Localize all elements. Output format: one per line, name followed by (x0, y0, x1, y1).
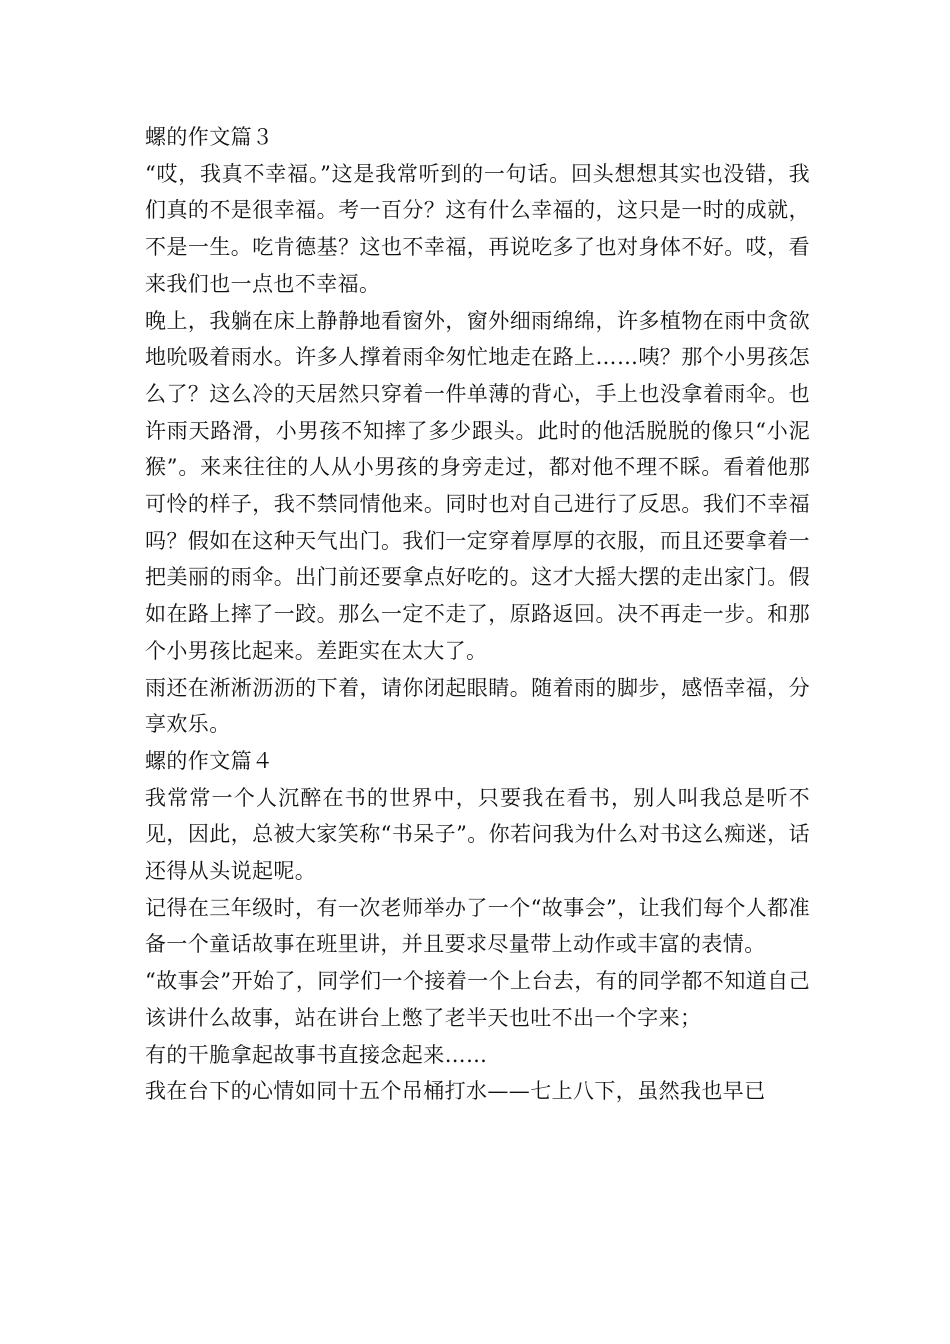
paragraph: 晚上，我躺在床上静静地看窗外，窗外细雨绵绵，许多植物在雨中贪欲地吮吸着雨水。许多人撑着雨伞匆忙地走在路上……咦？那个小男孩怎么了？这么冷的天居然只穿着一件单薄的背心，手上也没拿着雨伞。也许雨天路滑，小男孩不知摔了多少跟头。此时的他活脱脱的像只“小泥猴”。来来往往的人从小男孩的身旁走过，都对他不理不睬。看着他那可怜的样子，我不禁同情他来。同时也对自己进行了反思。我们不幸福吗？假如在这种天气出门。我们一定穿着厚厚的衣服，而且还要拿着一把美丽的雨伞。出门前还要拿点好吃的。这才大摇大摆的走出家门。假如在路上摔了一跤。那么一定不走了，原路返回。决不再走一步。和那个小男孩比起来。差距实在太大了。 (145, 308, 810, 663)
paragraph: “哎，我真不幸福。”这是我常听到的一句话。回头想想其实也没错，我们真的不是很幸福。考一百分？这有什么幸福的，这只是一时的成就，不是一生。吃肯德基？这也不幸福，再说吃多了也对身体不好。哎，看来我们也一点也不幸福。 (145, 161, 810, 296)
paragraph: “故事会”开始了，同学们一个接着一个上台去，有的同学都不知道自己该讲什么故事，站在讲台上憋了老半天也吐不出一个字来； (145, 969, 810, 1030)
section-heading: 螺的作文篇３ (145, 125, 274, 149)
paragraph: 我常常一个人沉醉在书的世界中，只要我在看书，别人叫我总是听不见，因此，总被大家笑称“书呆子”。你若问我为什么对书这么痴迷，话还得从头说起呢。 (145, 785, 810, 884)
paragraph: 雨还在淅淅沥沥的下着，请你闭起眼睛。随着雨的脚步，感悟幸福，分享欢乐。 (145, 675, 810, 737)
paragraph: 有的干脆拿起故事书直接念起来…… (145, 1042, 488, 1067)
paragraph: 我在台下的心情如同十五个吊桶打水——七上八下，虽然我也早已 (145, 1079, 766, 1104)
section-heading: 螺的作文篇４ (145, 748, 274, 773)
document-body (145, 119, 810, 1110)
paragraph: 记得在三年级时，有一次老师举办了一个“故事会”，让我们每个人都准备一个童话故事在班里讲，并且要求尽量带上动作或丰富的表情。 (145, 895, 810, 957)
